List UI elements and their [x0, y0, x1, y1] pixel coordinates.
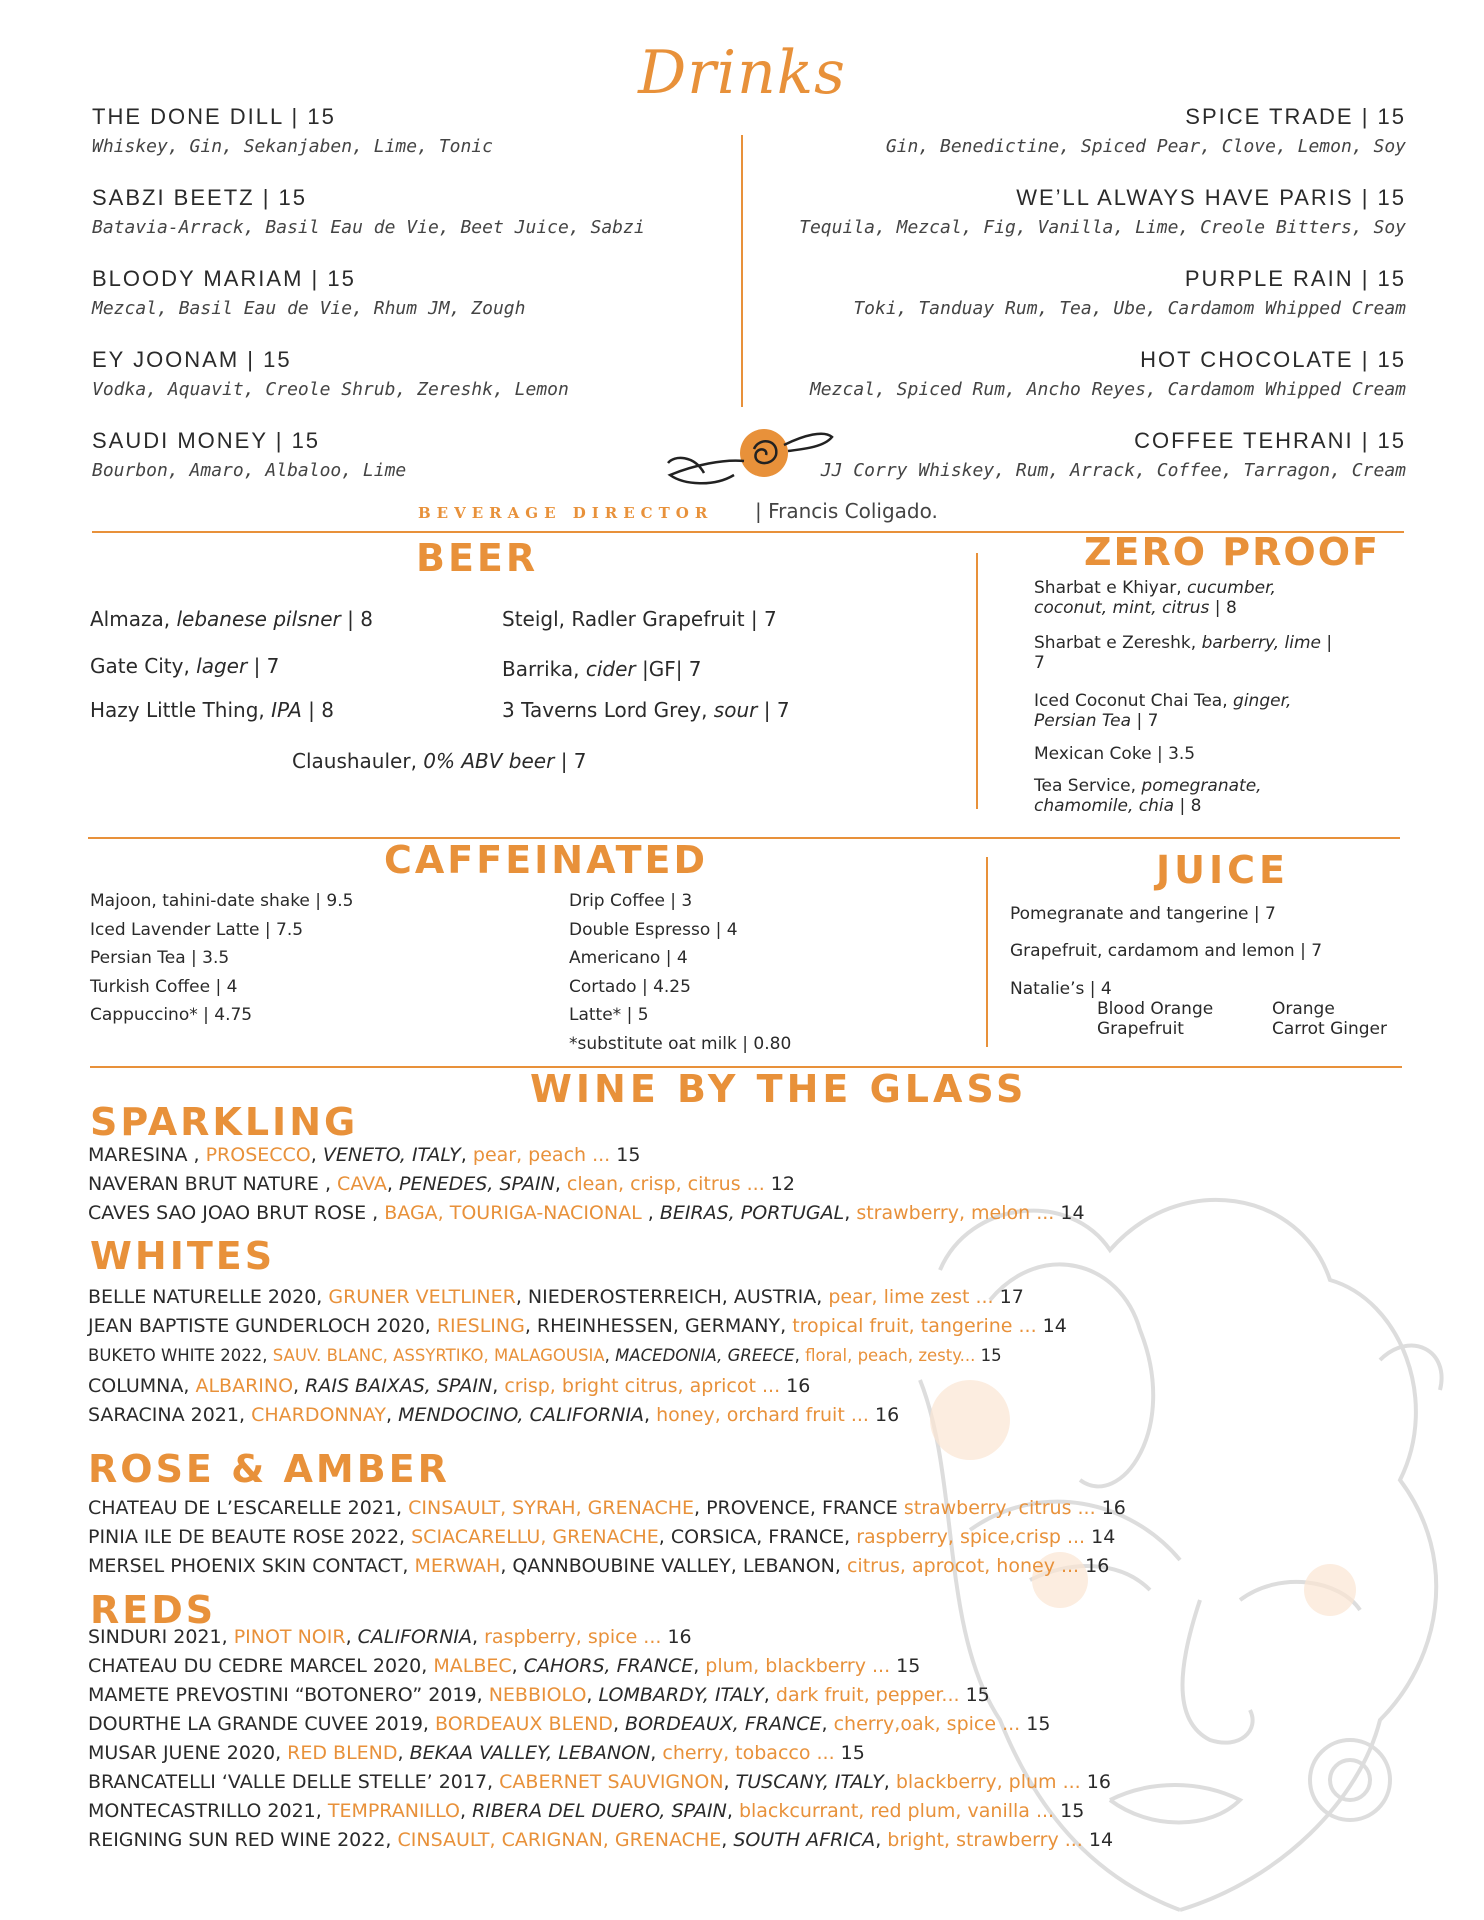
menu-text: ALBARINO	[195, 1375, 294, 1397]
menu-text: MUSAR JUENE 2020,	[88, 1742, 288, 1764]
menu-text: MERWAH	[414, 1555, 501, 1577]
menu-text: CAHORS, FRANCE	[523, 1655, 694, 1677]
menu-text: JEAN BAPTISTE GUNDERLOCH 2020,	[88, 1315, 437, 1337]
menu-text: CAVES SAO JOAO BRUT ROSE ,	[88, 1202, 385, 1224]
menu-text: 3 Taverns Lord Grey,	[502, 698, 714, 722]
zero-proof-heading: ZERO PROOF	[1084, 530, 1380, 574]
menu-text: 16	[1079, 1555, 1110, 1577]
cocktail-item	[810, 347, 1406, 400]
menu-text: 0% ABV beer	[423, 749, 555, 773]
caffeinated-item: Drip Coffee | 3	[569, 891, 693, 911]
menu-text: COLUMNA,	[88, 1375, 196, 1397]
zero-proof-item	[1034, 633, 1334, 673]
menu-text: CHARDONNAY	[251, 1404, 386, 1426]
cocktail-item	[853, 266, 1406, 319]
menu-text: BELLE NATURELLE 2020,	[88, 1286, 329, 1308]
menu-text: 16	[868, 1404, 900, 1426]
menu-text: MALBEC	[433, 1655, 512, 1677]
cocktail-item	[821, 428, 1406, 481]
menu-text: | 7	[554, 749, 587, 773]
cocktail-item	[799, 185, 1406, 238]
menu-text: RIBERA DEL DUERO, SPAIN	[472, 1800, 727, 1822]
cocktail-item	[886, 104, 1406, 157]
menu-text: MACEDONIA, GREECE	[615, 1346, 795, 1365]
menu-text: PINIA ILE DE BEAUTE ROSE 2022,	[88, 1526, 412, 1548]
cocktail-name: SABZI BEETZ | 15	[92, 185, 307, 210]
cocktail-name: SPICE TRADE | 15	[1185, 104, 1406, 129]
menu-text: Gate City,	[90, 654, 197, 678]
menu-text: pear, lime zest ...	[828, 1286, 994, 1308]
menu-text: TEMPRANILLO	[327, 1800, 460, 1822]
sparkling-heading: SPARKLING	[90, 1100, 359, 1144]
menu-text: ,	[554, 1173, 567, 1195]
director-label: BEVERAGE DIRECTOR	[418, 504, 714, 522]
menu-text: | 3.5	[1156, 744, 1196, 764]
menu-text: IPA	[271, 698, 302, 722]
menu-text: ,	[612, 1713, 626, 1735]
beer-item	[502, 698, 790, 722]
menu-text: barberry, lime	[1201, 633, 1322, 653]
menu-text: honey, orchard fruit ...	[656, 1404, 869, 1426]
menu-text: PROSECCO	[205, 1144, 311, 1166]
menu-text: CINSAULT, CARIGNAN, GRENACHE	[397, 1829, 722, 1851]
menu-text: bright, strawberry ...	[887, 1829, 1083, 1851]
menu-text: SOUTH AFRICA	[733, 1829, 876, 1851]
menu-text: ,	[721, 1829, 734, 1851]
menu-text: CHATEAU DU CEDRE MARCEL 2020,	[88, 1655, 434, 1677]
menu-text: BEKAA VALLEY, LEBANON	[409, 1742, 651, 1764]
cocktail-item	[92, 347, 569, 400]
cocktail-item	[92, 104, 493, 157]
cocktail-name: SAUDI MONEY | 15	[92, 428, 321, 453]
menu-text: PENEDES, SPAIN	[398, 1173, 555, 1195]
menu-text: pomegranate, chamomile, chia	[1034, 776, 1262, 816]
caffeinated-item: Persian Tea | 3.5	[90, 948, 230, 968]
menu-text: ,	[511, 1655, 524, 1677]
whites-list	[88, 1286, 1067, 1433]
menu-text: raspberry, spice,crisp ...	[856, 1526, 1086, 1548]
reds-list	[88, 1626, 1113, 1858]
menu-text: NAVERAN BRUT NATURE ,	[88, 1173, 338, 1195]
juice-heading: JUICE	[1156, 848, 1289, 892]
menu-text: MENDOCINO, CALIFORNIA	[398, 1404, 644, 1426]
menu-text: 14	[1036, 1315, 1067, 1337]
sparkling-list	[88, 1144, 1085, 1231]
menu-text: ,	[883, 1771, 896, 1793]
section-divider	[88, 837, 1400, 839]
menu-text: lager	[196, 654, 248, 678]
menu-text: ,	[693, 1655, 706, 1677]
wine-row	[88, 1286, 1067, 1315]
menu-text: SAUV. BLANC, ASSYRTIKO, MALAGOUSIA	[272, 1346, 605, 1365]
menu-text: 12	[764, 1173, 795, 1195]
menu-text: MARESINA ,	[88, 1144, 206, 1166]
menu-text: ,	[821, 1713, 834, 1735]
menu-text: | 8	[340, 607, 373, 631]
zero-proof-item	[1034, 776, 1334, 816]
menu-text: REIGNING SUN RED WINE 2022,	[88, 1829, 398, 1851]
caffeinated-item: Latte* | 5	[569, 1005, 649, 1025]
wine-row	[88, 1684, 1113, 1713]
menu-text: BRANCATELLI ‘VALLE DELLE STELLE’ 2017,	[88, 1771, 500, 1793]
menu-text: CAVA	[337, 1173, 387, 1195]
menu-text: ,	[397, 1742, 410, 1764]
menu-text: ,	[844, 1526, 857, 1548]
cocktail-divider	[741, 135, 743, 407]
cocktail-ingredients: Gin, Benedictine, Spiced Pear, Clove, Lemon, Soy	[885, 136, 1406, 157]
juice-item: Pomegranate and tangerine | 7	[1010, 904, 1276, 924]
menu-text: ,	[780, 1315, 793, 1337]
menu-text: , CORSICA, FRANCE	[658, 1526, 845, 1548]
menu-text: , PROVENCE, FRANCE	[694, 1497, 898, 1519]
wine-row	[88, 1144, 1085, 1173]
menu-text: Tea Service,	[1034, 776, 1142, 796]
menu-text: 17	[993, 1286, 1024, 1308]
wine-row	[88, 1655, 1113, 1684]
menu-text: Sharbat e Khiyar,	[1034, 578, 1188, 598]
menu-text: blackcurrant, red plum, vanilla ...	[738, 1800, 1055, 1822]
menu-text: NEBBIOLO	[488, 1684, 587, 1706]
juice-item: Grapefruit, cardamom and lemon | 7	[1010, 941, 1323, 961]
menu-text: SINDURI 2021,	[88, 1626, 234, 1648]
menu-text: | 8	[1209, 598, 1237, 618]
menu-text: 14	[1085, 1526, 1116, 1548]
menu-text: ,	[460, 1800, 473, 1822]
menu-text: , RHEINHESSEN, GERMANY	[524, 1315, 781, 1337]
wine-row	[88, 1526, 1126, 1555]
menu-text: ,	[492, 1375, 505, 1397]
menu-text: LOMBARDY, ITALY	[598, 1684, 764, 1706]
menu-text: cherry, tobacco ...	[662, 1742, 835, 1764]
menu-text: ,	[586, 1684, 599, 1706]
menu-text: |GF| 7	[635, 657, 702, 681]
cocktail-ingredients: Mezcal, Spiced Rum, Ancho Reyes, Cardamom Whipped Cream	[809, 379, 1406, 400]
menu-text: citrus, aprocot, honey ...	[846, 1555, 1080, 1577]
menu-text: PINOT NOIR	[233, 1626, 346, 1648]
beer-item	[502, 607, 777, 631]
caffeinated-right-list	[569, 887, 791, 1058]
cocktail-ingredients: JJ Corry Whiskey, Rum, Arrack, Coffee, Tarragon, Cream	[820, 460, 1406, 481]
menu-text: 16	[1080, 1771, 1111, 1793]
menu-text: 14	[1082, 1829, 1114, 1851]
menu-text: cherry,oak, spice ...	[833, 1713, 1021, 1735]
menu-text: lebanese pilsner	[176, 607, 341, 631]
beer-item	[502, 657, 702, 681]
menu-text: VENETO, ITALY	[322, 1144, 461, 1166]
menu-text: BEIRAS, PORTUGAL	[659, 1202, 845, 1224]
cocktail-name: BLOODY MARIAM | 15	[92, 266, 356, 291]
menu-text: SCIACARELLU, GRENACHE	[411, 1526, 659, 1548]
menu-text: 15	[834, 1742, 865, 1764]
menu-text: floral, peach, zesty...	[805, 1346, 976, 1365]
menu-text: blackberry, plum ...	[895, 1771, 1081, 1793]
cocktail-item	[92, 266, 525, 319]
wine-row	[88, 1202, 1085, 1231]
cocktail-ingredients: Whiskey, Gin, Sekanjaben, Lime, Tonic	[92, 136, 493, 157]
menu-text: 15	[959, 1684, 990, 1706]
menu-text: | 8	[301, 698, 334, 722]
menu-text: ,	[386, 1173, 399, 1195]
menu-text: ,	[726, 1800, 739, 1822]
menu-text: ,	[650, 1742, 663, 1764]
menu-text: RED BLEND	[287, 1742, 398, 1764]
menu-text: | 7	[757, 698, 790, 722]
menu-text: ,	[834, 1555, 847, 1577]
cocktail-ingredients: Vodka, Aquavit, Creole Shrub, Zereshk, Lemon	[92, 379, 569, 400]
menu-text: 16	[780, 1375, 811, 1397]
menu-text: dark fruit, pepper...	[775, 1684, 960, 1706]
rose-list	[88, 1497, 1126, 1584]
menu-text: | 7	[247, 654, 280, 678]
menu-text: ,	[472, 1626, 485, 1648]
beer-item	[90, 698, 334, 722]
cocktail-name: THE DONE DILL | 15	[92, 104, 336, 129]
menu-text: RAIS BAIXAS, SPAIN	[305, 1375, 493, 1397]
menu-text: , NIEDEROSTERREICH, AUSTRIA	[515, 1286, 817, 1308]
wine-row	[88, 1713, 1113, 1742]
menu-text: Hazy Little Thing,	[90, 698, 272, 722]
wine-row	[88, 1800, 1113, 1829]
menu-text: Barrika,	[502, 657, 586, 681]
menu-text: ,	[723, 1771, 736, 1793]
menu-text: sour	[713, 698, 758, 722]
menu-text: 15	[975, 1346, 1002, 1365]
caffeinated-heading: CAFFEINATED	[384, 838, 708, 882]
cocktail-item	[92, 185, 645, 238]
menu-text: CALIFORNIA	[357, 1626, 473, 1648]
menu-text: MERSEL PHOENIX SKIN CONTACT,	[88, 1555, 415, 1577]
beer-item	[90, 654, 279, 678]
menu-text: | 7	[744, 607, 777, 631]
rose-icon	[664, 425, 834, 493]
menu-text: BUKETO WHITE 2022,	[88, 1346, 273, 1365]
caffeinated-item: Cortado | 4.25	[569, 976, 691, 997]
menu-text: ginger, Persian Tea	[1034, 691, 1292, 731]
caffeinated-left-list	[90, 887, 353, 1030]
cocktail-name: PURPLE RAIN | 15	[1184, 266, 1406, 291]
juice-flavor: Grapefruit	[1097, 1019, 1184, 1039]
menu-text: 15	[890, 1655, 921, 1677]
beer-zero-divider	[976, 553, 978, 809]
menu-text: clean, crisp, citrus ...	[566, 1173, 765, 1195]
menu-text: ,	[310, 1144, 323, 1166]
caffeinated-item: Iced Lavender Latte | 7.5	[90, 919, 304, 940]
juice-item: Natalie’s | 4	[1010, 979, 1112, 999]
menu-text: RIESLING	[436, 1315, 525, 1337]
menu-text: Mexican Coke	[1034, 744, 1157, 764]
menu-text: ,	[345, 1626, 358, 1648]
cocktail-ingredients: Bourbon, Amaro, Albaloo, Lime	[92, 460, 407, 481]
menu-text: BORDEAUX BLEND	[435, 1713, 613, 1735]
menu-text: plum, blackberry ...	[705, 1655, 891, 1677]
cocktail-ingredients: Tequila, Mezcal, Fig, Vanilla, Lime, Creole Bitters, Soy	[799, 217, 1406, 238]
menu-text: CINSAULT, SYRAH, GRENACHE	[408, 1497, 695, 1519]
page-title: Drinks	[638, 38, 846, 108]
menu-text: BORDEAUX, FRANCE	[625, 1713, 822, 1735]
reds-heading: REDS	[90, 1588, 217, 1632]
menu-text: CABERNET SAUVIGNON	[499, 1771, 724, 1793]
cocktail-ingredients: Toki, Tanduay Rum, Tea, Ube, Cardamom Whipped Cream	[853, 298, 1406, 319]
menu-text: GRUNER VELTLINER	[328, 1286, 516, 1308]
menu-text: strawberry, citrus ...	[903, 1497, 1096, 1519]
menu-text: | 7	[1034, 633, 1333, 673]
zero-proof-item	[1034, 578, 1334, 618]
wine-heading: WINE BY THE GLASS	[530, 1067, 1028, 1111]
menu-text: | 8	[1174, 796, 1202, 816]
cocktail-name: EY JOONAM | 15	[92, 347, 292, 372]
menu-text: 16	[1095, 1497, 1126, 1519]
menu-text: ,	[794, 1346, 806, 1365]
menu-text: CHATEAU DE L’ESCARELLE 2021,	[88, 1497, 409, 1519]
wine-row	[88, 1829, 1113, 1858]
cocktail-ingredients: Batavia-Arrack, Basil Eau de Vie, Beet Juice, Sabzi	[92, 217, 645, 238]
wine-row	[88, 1315, 1067, 1344]
cocktail-ingredients: Mezcal, Basil Eau de Vie, Rhum JM, Zough	[92, 298, 526, 319]
menu-text: Almaza,	[90, 607, 177, 631]
menu-text: ,	[385, 1404, 399, 1426]
menu-text: 14	[1054, 1202, 1085, 1224]
menu-text: ,	[763, 1684, 776, 1706]
juice-flavor: Carrot Ginger	[1272, 1019, 1387, 1039]
menu-text: ,	[643, 1404, 657, 1426]
menu-text: strawberry, melon ...	[856, 1202, 1055, 1224]
menu-text: cucumber, coconut, mint, citrus	[1034, 578, 1276, 618]
menu-text: Iced Coconut Chai Tea,	[1034, 691, 1234, 711]
whites-heading: WHITES	[90, 1234, 276, 1278]
cocktail-name: WE’LL ALWAYS HAVE PARIS | 15	[1016, 185, 1406, 210]
menu-text: cider	[585, 657, 636, 681]
caffeinated-item: Americano | 4	[569, 948, 688, 968]
cocktail-item	[92, 428, 406, 481]
beer-item	[292, 749, 587, 773]
wine-row	[88, 1742, 1113, 1771]
rose-amber-heading: ROSE & AMBER	[88, 1447, 450, 1491]
zero-proof-item	[1034, 744, 1334, 764]
menu-text: BAGA, TOURIGA-NACIONAL	[384, 1202, 642, 1224]
zero-proof-item	[1034, 691, 1354, 731]
beer-heading: BEER	[416, 536, 539, 580]
menu-text: ,	[293, 1375, 306, 1397]
menu-text: raspberry, spice ...	[484, 1626, 662, 1648]
beer-item	[90, 607, 373, 631]
menu-text: ,	[604, 1346, 616, 1365]
menu-text: ,	[641, 1202, 660, 1224]
menu-text: ,	[460, 1144, 473, 1166]
caffeinated-item: Cappuccino* | 4.75	[90, 1005, 253, 1025]
caffeinated-item: Turkish Coffee | 4	[90, 976, 238, 997]
wine-row	[88, 1626, 1113, 1655]
menu-text: MAMETE PREVOSTINI “BOTONERO” 2019,	[88, 1684, 489, 1706]
menu-text: 16	[661, 1626, 692, 1648]
wine-row	[88, 1497, 1126, 1526]
menu-text: ,	[844, 1202, 857, 1224]
wine-row	[88, 1771, 1113, 1800]
menu-text: tropical fruit, tangerine ...	[792, 1315, 1037, 1337]
wine-row	[88, 1404, 1067, 1433]
menu-text: ,	[816, 1286, 829, 1308]
menu-text: 15	[610, 1144, 641, 1166]
menu-text: Sharbat e Zereshk,	[1034, 633, 1202, 653]
menu-text: DOURTHE LA GRANDE CUVEE 2019,	[88, 1713, 436, 1735]
caffeinated-juice-divider	[986, 857, 988, 1047]
menu-text: , QANNBOUBINE VALLEY, LEBANON	[500, 1555, 835, 1577]
cocktail-name: COFFEE TEHRANI | 15	[1134, 428, 1406, 453]
director-name: | Francis Coligado.	[755, 499, 938, 523]
wine-row	[88, 1555, 1126, 1584]
menu-text: | 7	[1131, 711, 1159, 731]
menu-text: 15	[1054, 1800, 1085, 1822]
caffeinated-item: *substitute oat milk | 0.80	[569, 1033, 792, 1054]
menu-text: ,	[875, 1829, 888, 1851]
menu-text: Claushauler,	[292, 749, 424, 773]
menu-text: 15	[1020, 1713, 1051, 1735]
wine-row	[88, 1375, 1067, 1404]
caffeinated-item: Double Espresso | 4	[569, 919, 738, 940]
menu-text: crisp, bright citrus, apricot ...	[504, 1375, 781, 1397]
menu-text: MONTECASTRILLO 2021,	[88, 1800, 328, 1822]
wine-row	[88, 1173, 1085, 1202]
cocktail-name: HOT CHOCOLATE | 15	[1140, 347, 1406, 372]
juice-flavor: Blood Orange	[1097, 999, 1214, 1019]
menu-text: TUSCANY, ITALY	[735, 1771, 884, 1793]
menu-text: pear, peach ...	[472, 1144, 611, 1166]
juice-flavor: Orange	[1272, 999, 1335, 1019]
menu-text: Steigl, Radler Grapefruit	[502, 607, 745, 631]
caffeinated-item: Majoon, tahini-date shake | 9.5	[90, 891, 354, 911]
wine-row	[88, 1344, 1067, 1375]
menu-text: SARACINA 2021,	[88, 1404, 252, 1426]
